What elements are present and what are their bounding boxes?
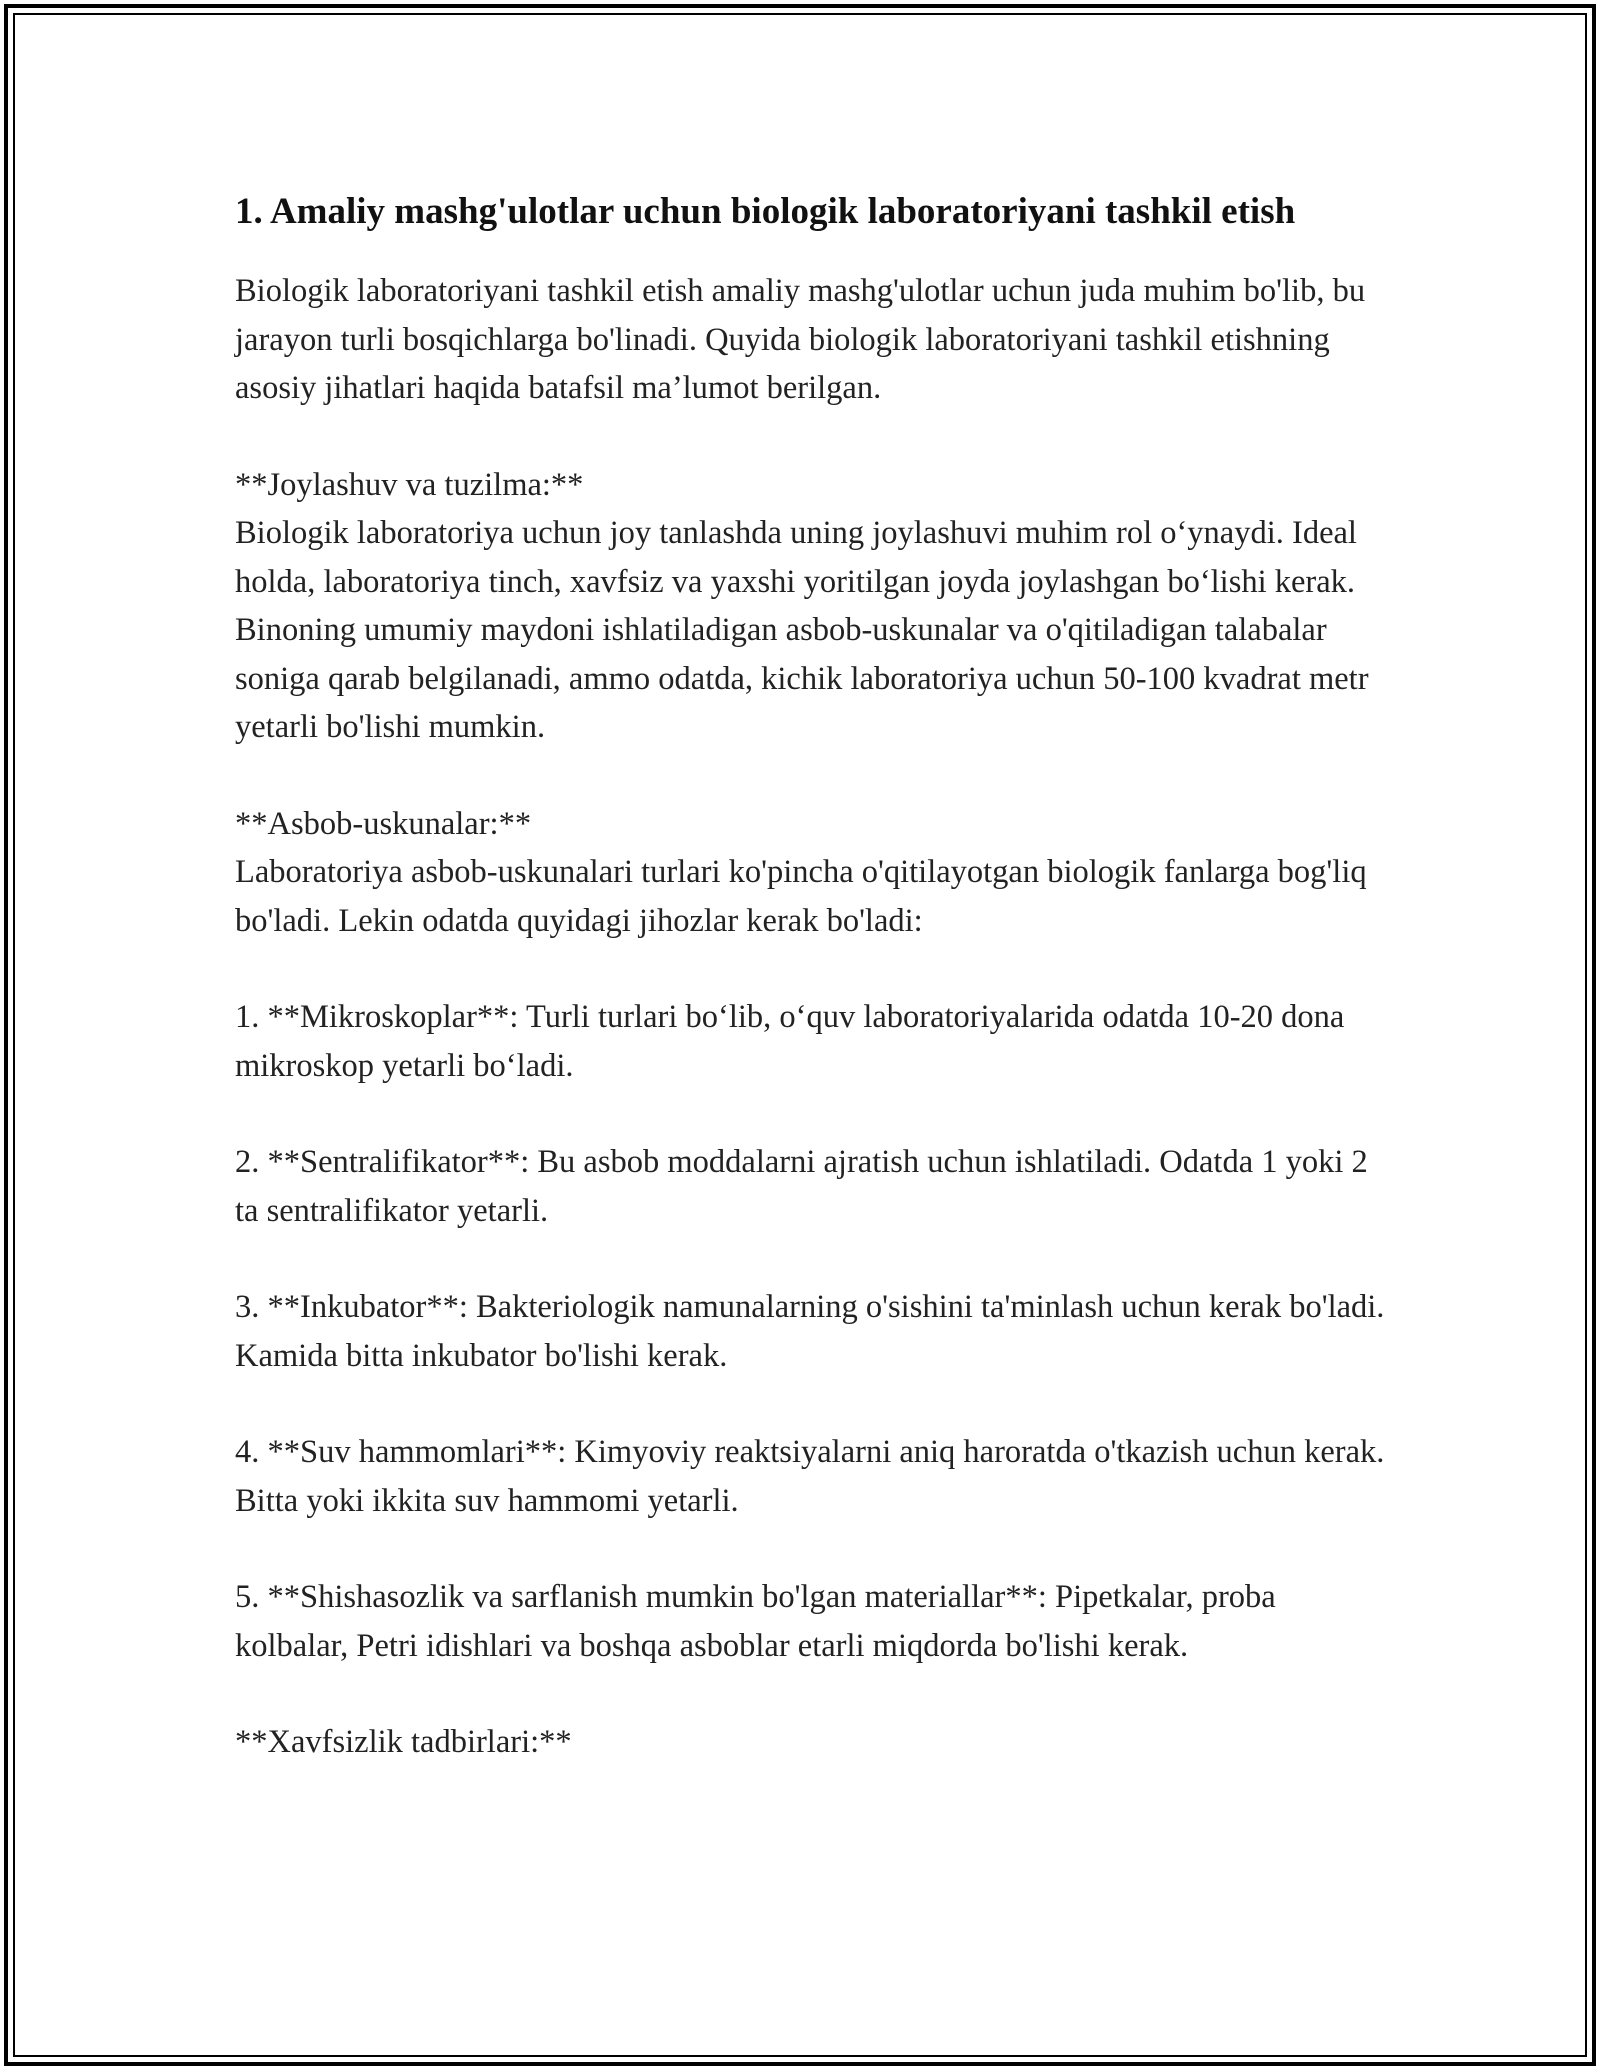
list-item-centrifuge: 2. **Sentralifikator**: Bu asbob moddalarni ajratish uchun ishlatiladi. Odatda 1 yoki 2 ta sentralifikator yetarli. [235,1144,1368,1229]
document-body [235,185,1385,1767]
list-item-microscopes: 1. **Mikroskoplar**: Turli turlari bo‘lib, o‘quv laboratoriyalarida odatda 10-20 dona mikroskop yetarli bo‘ladi. [235,999,1345,1084]
safety-heading: **Xavfsizlik tadbirlari:** [235,1724,572,1760]
intro-paragraph: Biologik laboratoriyani tashkil etish amaliy mashg'ulotlar uchun juda muhim bo'lib, bu jarayon turli bosqichlarga bo'linadi. Quyida biologik laboratoriyani tashkil etishning asosiy jihatlari haqida batafsil ma’lumot berilgan. [235,273,1366,406]
list-item-water-baths: 4. **Suv hammomlari**: Kimyoviy reaktsiyalarni aniq haroratda o'tkazish uchun kerak. Bitta yoki ikkita suv hammomi yetarli. [235,1434,1385,1519]
location-heading: **Joylashuv va tuzilma:** [235,466,584,503]
list-item-incubator: 3. **Inkubator**: Bakteriologik namunalarning o'sishini ta'minlash uchun kerak bo'ladi. Kamida bitta inkubator bo'lishi kerak. [235,1289,1385,1374]
equipment-heading: **Asbob-uskunalar:** [235,805,532,842]
document-title: 1. Amaliy mashg'ulotlar uchun biologik laboratoriyani tashkil etish [235,191,1296,232]
list-item-glassware: 5. **Shishasozlik va sarflanish mumkin bo'lgan materiallar**: Pipetkalar, proba kolbalar, Petri idishlari va boshqa asboblar etarli miqdorda bo'lishi kerak. [235,1579,1276,1664]
equipment-paragraph: Laboratoriya asbob-uskunalari turlari ko'pincha o'qitilayotgan biologik fanlarga bog'liq bo'ladi. Lekin odatda quyidagi jihozlar kerak bo'ladi: [235,854,1367,939]
location-paragraph: Biologik laboratoriya uchun joy tanlashda uning joylashuvi muhim rol o‘ynaydi. Ideal holda, laboratoriya tinch, xavfsiz va yaxshi yoritilgan joyda joylashgan bo‘lishi kerak. Binoning umumiy maydoni ishlatiladigan asbob-uskunalar va o'qitiladigan talabalar soniga qarab belgilanadi, ammo odatda, kichik laboratoriya uchun 50-100 kvadrat metr yetarli bo'lishi mumkin. [235,515,1369,745]
